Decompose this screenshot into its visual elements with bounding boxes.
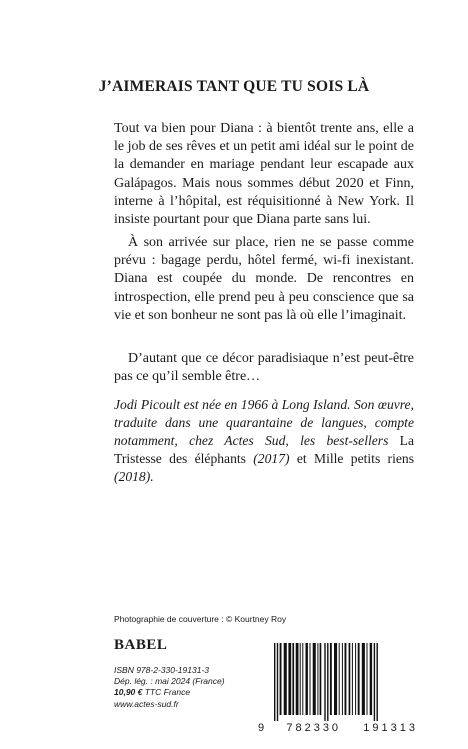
barcode-bar <box>345 643 347 715</box>
price-value: 10,90 € <box>114 687 143 698</box>
barcode-bar <box>300 643 301 715</box>
barcode-first-digit: 9 <box>258 722 265 734</box>
barcode-bar <box>327 643 328 721</box>
barcode-bar <box>374 643 375 721</box>
photo-credit: Photographie de couverture : © Kourtney Roy <box>114 614 287 624</box>
barcode-bars <box>268 643 416 723</box>
barcode-bar <box>284 643 287 715</box>
barcode-bar <box>355 643 356 715</box>
publication-info <box>114 665 225 710</box>
barcode-bar <box>320 643 322 715</box>
barcode-bar <box>296 643 299 715</box>
barcode-bar <box>349 643 351 715</box>
blurb-paragraph-1 <box>114 120 414 229</box>
barcode-bar <box>334 643 337 715</box>
barcode-bar <box>352 643 353 715</box>
barcode-bar <box>277 643 278 721</box>
bio-text: Jodi Picoult est née en 1966 à Long Island. Son œuvre, traduite dans une quarantaine de langues, compte notamment, chez Actes Sud, les best-sellers <box>114 397 414 448</box>
blurb-text-2: À son arrivée sur place, rien ne se passe comme prévu : bagage perdu, hôtel fermé, wi-fi inexistant. Diana est coupée du monde. De rencontres en introspection, elle prend peu à peu conscience que sa vie et son bonheur ne sont pas là où elle l’imaginait. <box>114 235 414 323</box>
blurb-paragraph-2 <box>114 234 414 325</box>
bio-year-2: (2018). <box>114 469 154 484</box>
barcode-bar <box>292 643 294 715</box>
barcode-bar <box>324 643 325 721</box>
bio-book-title-1: La Tristesse des éléphants <box>114 433 414 466</box>
publisher-website: www.actes-sud.fr <box>114 698 179 709</box>
barcode-icon <box>268 643 416 733</box>
price-suffix: TTC France <box>142 687 191 698</box>
barcode-bar <box>362 643 365 715</box>
barcode-bar <box>280 643 282 715</box>
barcode-bar <box>377 643 378 721</box>
bio-book-title-2: Mille petits riens <box>306 451 414 466</box>
barcode-bar <box>302 643 303 715</box>
barcode-digits <box>258 722 418 734</box>
legal-deposit: Dép. lég. : mai 2024 (France) <box>114 676 225 687</box>
blurb-paragraph-3 <box>114 350 414 386</box>
barcode-bar <box>339 643 340 715</box>
barcode-bar <box>306 643 308 715</box>
bio-conjunction: et <box>296 451 307 466</box>
barcode-bar <box>288 643 291 715</box>
barcode-bar <box>330 643 332 715</box>
barcode-bar <box>317 643 318 715</box>
barcode-bar <box>313 643 316 715</box>
publisher-logo: BABEL <box>114 637 168 653</box>
back-cover-title: J’AIMERAIS TANT QUE TU SOIS LÀ <box>98 78 370 95</box>
bio-year-1: (2017) <box>245 451 297 466</box>
barcode-bar <box>274 643 275 721</box>
isbn: ISBN 978-2-330-19131-3 <box>114 665 209 675</box>
price <box>114 687 225 698</box>
barcode-group-1: 782330 <box>286 722 342 734</box>
barcode-bar <box>310 643 311 715</box>
barcode-bar <box>367 643 368 715</box>
barcode-bar <box>370 643 372 715</box>
blurb-text-1: Tout va bien pour Diana : à bientôt trente ans, elle a le job de ses rêves et un petit ami idéal sur le point de la demander en mariage pendant leur escapade aux Galápagos. Mais nous sommes début 2020 et Finn, interne à l’hôpital, est réquisitionné à New York. Il insiste pourtant pour que Diana parte sans lui. <box>114 121 414 228</box>
blurb-text-3: D’autant que ce décor paradisiaque n’est peut-être pas ce qu’il semble être… <box>114 351 414 385</box>
author-bio <box>114 396 414 486</box>
barcode-group-2: 191313 <box>363 722 418 734</box>
barcode-bar <box>358 643 360 715</box>
barcode-bar <box>342 643 343 715</box>
